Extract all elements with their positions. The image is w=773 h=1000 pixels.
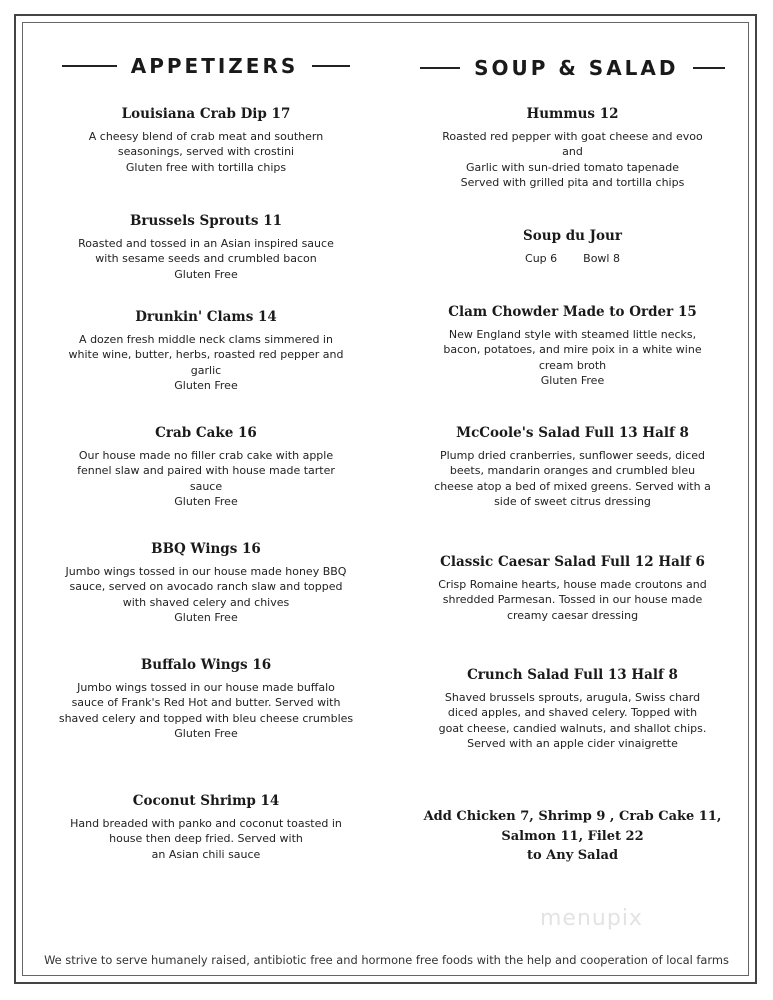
item-title: Classic Caesar Salad Full 12 Half 6 bbox=[440, 554, 705, 570]
item-description bbox=[45, 680, 367, 741]
description-line: seasonings, served with crostini bbox=[117, 145, 295, 159]
description-line: sauce bbox=[189, 479, 223, 493]
description-line: and bbox=[562, 145, 583, 159]
item-description bbox=[45, 236, 367, 282]
description-line: Gluten Free bbox=[174, 610, 238, 624]
item-description bbox=[420, 690, 725, 751]
heading-rule-left bbox=[62, 65, 117, 67]
menu-item-brussels-sprouts bbox=[45, 212, 367, 282]
description-line: sauce of Frank's Red Hot and butter. Served with bbox=[71, 696, 341, 710]
description-line: goat cheese, candied walnuts, and shallot chips. bbox=[438, 721, 707, 735]
description-line: Garlic with sun-dried tomato tapenade bbox=[465, 160, 680, 174]
salad-addons bbox=[420, 807, 725, 866]
description-line: beets, mandarin oranges and crumbled bleu bbox=[449, 464, 696, 478]
menu-item-buffalo-wings bbox=[45, 656, 367, 741]
item-description bbox=[45, 448, 367, 509]
description-line: Plump dried cranberries, sunflower seeds, diced bbox=[439, 449, 706, 462]
menu-item-crunch-salad bbox=[420, 666, 725, 751]
addon-line: to Any Salad bbox=[526, 848, 619, 863]
description-line: diced apples, and shaved celery. Topped with bbox=[447, 706, 698, 720]
menu-item-clam-chowder bbox=[420, 303, 725, 388]
item-title: Hummus 12 bbox=[526, 106, 619, 122]
item-description bbox=[45, 816, 367, 862]
item-description bbox=[420, 577, 725, 623]
menu-item-louisiana-crab-dip bbox=[45, 105, 367, 175]
description-line: Gluten Free bbox=[174, 494, 238, 508]
description-line: shaved celery and topped with bleu cheese crumbles bbox=[58, 711, 354, 725]
item-title: Crunch Salad Full 13 Half 8 bbox=[467, 667, 678, 683]
menu-item-crab-cake bbox=[45, 424, 367, 509]
description-line: A dozen fresh middle neck clams simmered in bbox=[79, 333, 333, 346]
item-description bbox=[420, 448, 725, 509]
item-description bbox=[45, 564, 367, 625]
description-line: Served with an apple cider vinaigrette bbox=[467, 736, 678, 750]
description-line: Roasted red pepper with goat cheese and evoo bbox=[442, 130, 703, 143]
item-description bbox=[45, 332, 367, 393]
description-line: cream broth bbox=[538, 358, 607, 372]
item-description bbox=[420, 129, 725, 190]
description-line: creamy caesar dressing bbox=[506, 608, 639, 622]
description-line: Shaved brussels sprouts, arugula, Swiss chard bbox=[444, 691, 701, 704]
heading-rule-left bbox=[420, 67, 460, 69]
item-title: Brussels Sprouts 11 bbox=[129, 213, 282, 229]
description-line: Jumbo wings tossed in our house made buffalo bbox=[77, 681, 335, 694]
menu-item-drunkin-clams bbox=[45, 308, 367, 393]
item-title: Louisiana Crab Dip 17 bbox=[121, 106, 291, 122]
menupix-watermark: menupix bbox=[540, 906, 643, 931]
description-line: Gluten Free bbox=[174, 267, 238, 281]
soup-prices bbox=[420, 251, 725, 266]
description-line: A cheesy blend of crab meat and southern bbox=[88, 130, 324, 143]
description-line: Our house made no filler crab cake with apple bbox=[78, 449, 334, 462]
menu-item-coconut-shrimp bbox=[45, 792, 367, 862]
description-line: Gluten Free bbox=[540, 373, 605, 387]
description-line: side of sweet citrus dressing bbox=[494, 494, 651, 508]
addon-line: Add Chicken 7, Shrimp 9 , Crab Cake 11, bbox=[423, 809, 722, 824]
description-line: with shaved celery and chives bbox=[122, 595, 290, 609]
appetizers-heading-text: APPETIZERS bbox=[130, 54, 299, 78]
description-line: Gluten free with tortilla chips bbox=[125, 160, 287, 174]
description-line: New England style with steamed little necks, bbox=[448, 328, 697, 341]
menu-item-hummus bbox=[420, 105, 725, 190]
footer-note: We strive to serve humanely raised, antibiotic free and hormone free foods with the help and cooperation of local farms bbox=[44, 953, 729, 967]
bowl-price: Bowl 8 bbox=[583, 252, 620, 265]
item-title: Crab Cake 16 bbox=[155, 425, 257, 441]
cup-price: Cup 6 bbox=[525, 252, 558, 265]
description-line: garlic bbox=[190, 363, 222, 377]
item-title: Coconut Shrimp 14 bbox=[132, 793, 280, 809]
item-title: Buffalo Wings 16 bbox=[140, 657, 272, 673]
soup-salad-heading-text: SOUP & SALAD bbox=[474, 56, 679, 80]
menu-item-classic-caesar-salad bbox=[420, 553, 725, 623]
item-description bbox=[45, 129, 367, 175]
heading-rule-right bbox=[312, 65, 350, 67]
description-line: Hand breaded with panko and coconut toasted in bbox=[70, 817, 342, 830]
item-title: McCoole's Salad Full 13 Half 8 bbox=[456, 425, 689, 441]
menu-item-bbq-wings bbox=[45, 540, 367, 625]
description-line: Roasted and tossed in an Asian inspired sauce bbox=[78, 237, 334, 250]
description-line: cheese atop a bed of mixed greens. Served with a bbox=[434, 479, 711, 493]
item-title: BBQ Wings 16 bbox=[151, 541, 261, 557]
item-title: Drunkin' Clams 14 bbox=[135, 309, 277, 325]
appetizers-heading bbox=[45, 54, 367, 78]
description-line: with sesame seeds and crumbled bacon bbox=[95, 252, 317, 266]
description-line: Crisp Romaine hearts, house made croutons and bbox=[438, 578, 707, 591]
item-description bbox=[420, 327, 725, 388]
description-line: bacon, potatoes, and mire poix in a white wine bbox=[443, 343, 702, 357]
item-title: Soup du Jour bbox=[523, 228, 622, 244]
description-line: Served with grilled pita and tortilla chips bbox=[460, 175, 685, 189]
description-line: fennel slaw and paired with house made tarter bbox=[77, 464, 335, 478]
description-line: an Asian chili sauce bbox=[151, 847, 261, 861]
menu-item-mccooles-salad bbox=[420, 424, 725, 509]
description-line: sauce, served on avocado ranch slaw and topped bbox=[69, 580, 343, 594]
description-line: white wine, butter, herbs, roasted red pepper and bbox=[68, 348, 344, 362]
description-line: Gluten Free bbox=[174, 378, 238, 392]
item-title: Clam Chowder Made to Order 15 bbox=[448, 304, 697, 320]
menu-item-soup-du-jour bbox=[420, 227, 725, 266]
description-line: house then deep fried. Served with bbox=[109, 832, 303, 846]
description-line: shredded Parmesan. Tossed in our house made bbox=[442, 593, 703, 607]
heading-rule-right bbox=[693, 67, 725, 69]
addon-line: Salmon 11, Filet 22 bbox=[501, 828, 644, 844]
soup-salad-heading bbox=[420, 56, 725, 80]
description-line: Jumbo wings tossed in our house made honey BBQ bbox=[65, 565, 347, 578]
description-line: Gluten Free bbox=[174, 726, 238, 740]
